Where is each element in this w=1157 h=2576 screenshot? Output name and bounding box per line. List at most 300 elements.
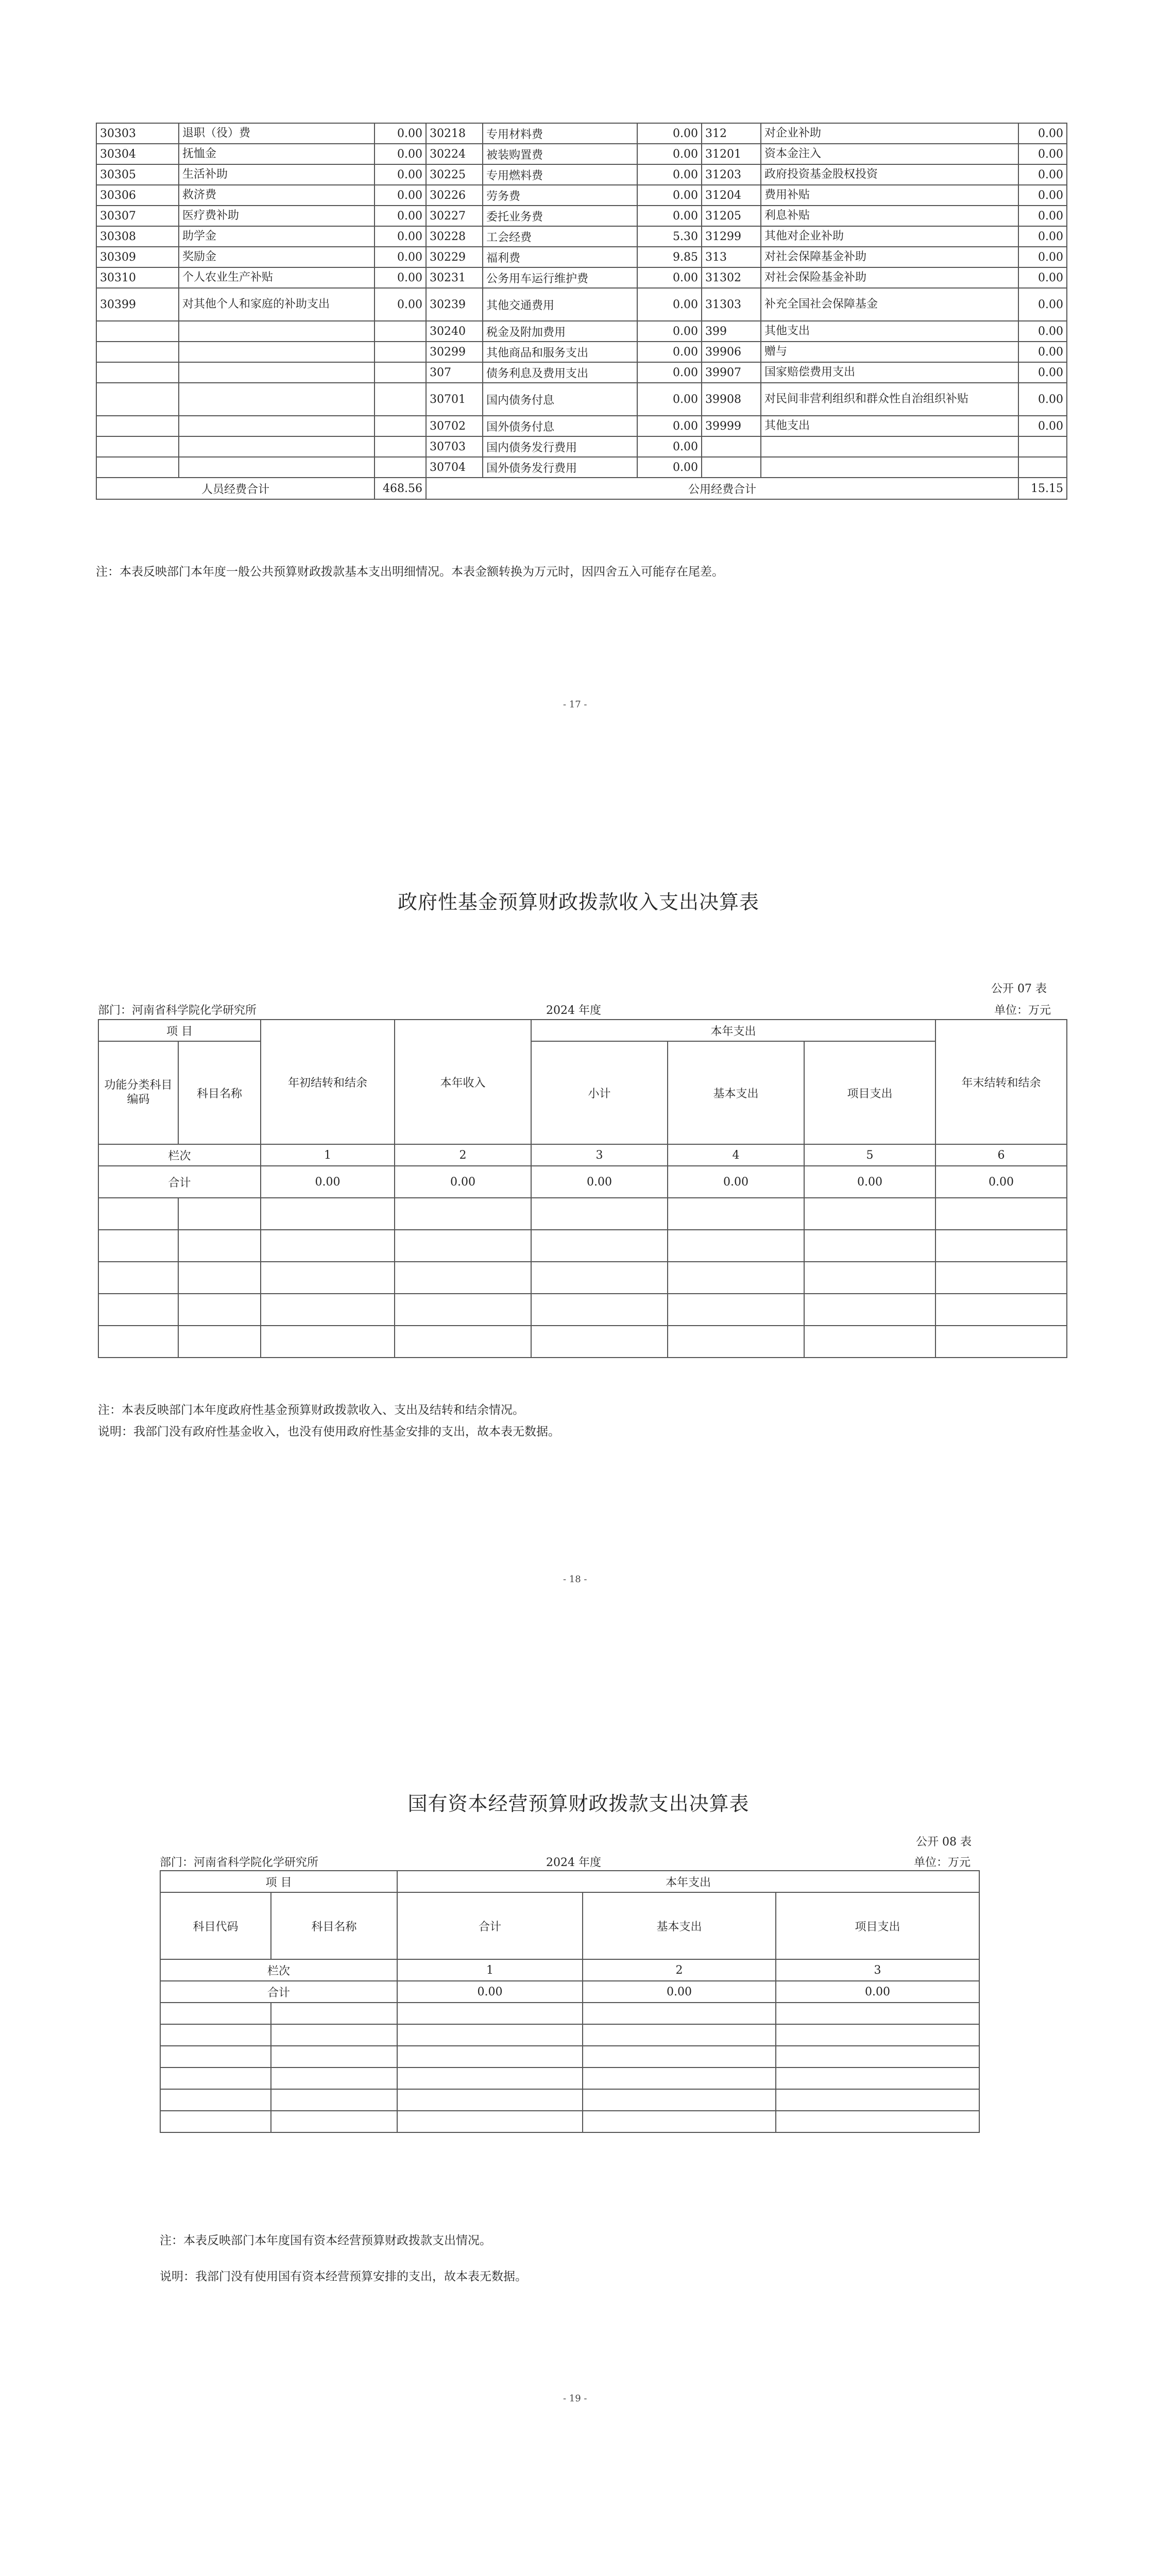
empty-cell bbox=[804, 1198, 935, 1230]
table-cell: 0.00 bbox=[637, 144, 702, 164]
table-cell bbox=[375, 457, 426, 478]
table-row bbox=[96, 362, 1067, 383]
table-cell: 0.00 bbox=[637, 123, 702, 144]
table-cell: 奖励金 bbox=[179, 247, 375, 267]
table-row bbox=[96, 206, 1067, 226]
table-cell: 30701 bbox=[426, 383, 483, 416]
fund-header-project: 项 目 bbox=[98, 1020, 261, 1041]
empty-cell bbox=[935, 1294, 1067, 1326]
empty-cell bbox=[178, 1198, 261, 1230]
empty-cell bbox=[98, 1326, 178, 1358]
table-cell: 赠与 bbox=[761, 342, 1018, 362]
table-cell: 30231 bbox=[426, 267, 483, 288]
table-cell: 30239 bbox=[426, 288, 483, 321]
empty-cell bbox=[776, 2089, 979, 2111]
table-cell bbox=[375, 416, 426, 436]
table-cell: 0.00 bbox=[1018, 144, 1067, 164]
table-row bbox=[96, 383, 1067, 416]
fund-col-label: 栏次 bbox=[98, 1144, 261, 1166]
table-cell bbox=[96, 436, 179, 457]
table-cell: 0.00 bbox=[1018, 206, 1067, 226]
empty-cell bbox=[271, 2089, 397, 2111]
state-capital-title: 国有资本经营预算财政拨款支出决算表 bbox=[407, 1792, 750, 1815]
table-cell: 国内债务发行费用 bbox=[483, 436, 637, 457]
table-cell bbox=[1018, 436, 1067, 457]
empty-cell bbox=[583, 2089, 776, 2111]
table-cell: 30226 bbox=[426, 185, 483, 206]
empty-cell bbox=[271, 2111, 397, 2132]
table-cell: 399 bbox=[702, 321, 761, 342]
empty-cell bbox=[397, 2067, 583, 2089]
table-cell: 福利费 bbox=[483, 247, 637, 267]
sc-col-num: 1 bbox=[397, 1959, 583, 1981]
table-cell bbox=[179, 436, 375, 457]
fund-col-num: 1 bbox=[261, 1144, 395, 1166]
table-cell bbox=[96, 342, 179, 362]
table-cell bbox=[179, 321, 375, 342]
table-row bbox=[96, 288, 1067, 321]
table-row bbox=[96, 123, 1067, 144]
sc-total-value: 0.00 bbox=[776, 1981, 979, 2003]
fund-table bbox=[98, 1019, 1067, 1358]
empty-cell bbox=[261, 1326, 395, 1358]
table-cell: 对社会保障基金补助 bbox=[761, 247, 1018, 267]
empty-cell bbox=[397, 2089, 583, 2111]
table-cell: 0.00 bbox=[1018, 123, 1067, 144]
sc-header-basic: 基本支出 bbox=[583, 1892, 776, 1959]
fund-header-name: 科目名称 bbox=[178, 1041, 261, 1144]
table-cell: 312 bbox=[702, 123, 761, 144]
table-cell: 31203 bbox=[702, 164, 761, 185]
empty-row bbox=[160, 2024, 979, 2046]
fund-table-title: 政府性基金预算财政拨款收入支出决算表 bbox=[397, 891, 759, 913]
page-number-18: - 18 - bbox=[563, 1574, 587, 1585]
table-cell bbox=[375, 362, 426, 383]
table-cell: 30299 bbox=[426, 342, 483, 362]
sc-header-expense: 本年支出 bbox=[397, 1871, 979, 1892]
fund-total-value: 0.00 bbox=[531, 1166, 668, 1198]
table-cell: 5.30 bbox=[637, 226, 702, 247]
empty-cell bbox=[261, 1230, 395, 1262]
fund-header-end: 年末结转和结余 bbox=[935, 1020, 1067, 1144]
fund-year: 2024 年度 bbox=[546, 1004, 601, 1017]
table-cell: 0.00 bbox=[1018, 267, 1067, 288]
table-cell bbox=[179, 362, 375, 383]
fund-explanation: 说明：我部门没有政府性基金收入，也没有使用政府性基金安排的支出，故本表无数据。 bbox=[98, 1425, 560, 1438]
empty-cell bbox=[160, 2046, 271, 2067]
table-cell: 0.00 bbox=[375, 164, 426, 185]
table-cell: 0.00 bbox=[375, 206, 426, 226]
state-capital-code: 公开 08 表 bbox=[916, 1836, 972, 1849]
fund-total-label: 合计 bbox=[98, 1166, 261, 1198]
empty-cell bbox=[160, 2111, 271, 2132]
table-cell: 对其他个人和家庭的补助支出 bbox=[179, 288, 375, 321]
table-cell: 0.00 bbox=[1018, 185, 1067, 206]
table-cell: 费用补贴 bbox=[761, 185, 1018, 206]
empty-cell bbox=[583, 2067, 776, 2089]
empty-cell bbox=[583, 2024, 776, 2046]
table-cell: 助学金 bbox=[179, 226, 375, 247]
empty-cell bbox=[271, 2046, 397, 2067]
table-cell bbox=[179, 383, 375, 416]
table-cell: 0.00 bbox=[1018, 247, 1067, 267]
empty-cell bbox=[804, 1230, 935, 1262]
table-cell: 0.00 bbox=[637, 206, 702, 226]
table-cell: 0.00 bbox=[1018, 226, 1067, 247]
sc-col-label: 栏次 bbox=[160, 1959, 397, 1981]
table-cell: 9.85 bbox=[637, 247, 702, 267]
empty-cell bbox=[935, 1262, 1067, 1294]
table-cell bbox=[179, 342, 375, 362]
empty-cell bbox=[397, 2111, 583, 2132]
empty-row bbox=[98, 1198, 1067, 1230]
table-cell: 307 bbox=[426, 362, 483, 383]
table-cell: 30702 bbox=[426, 416, 483, 436]
fund-header-basic: 基本支出 bbox=[668, 1041, 804, 1144]
empty-cell bbox=[776, 2046, 979, 2067]
table-cell: 公务用车运行维护费 bbox=[483, 267, 637, 288]
fund-total-value: 0.00 bbox=[668, 1166, 804, 1198]
table-cell: 31205 bbox=[702, 206, 761, 226]
table-cell: 0.00 bbox=[637, 362, 702, 383]
fund-table-code: 公开 07 表 bbox=[991, 982, 1047, 995]
table-cell: 国内债务付息 bbox=[483, 383, 637, 416]
empty-cell bbox=[178, 1262, 261, 1294]
sc-total-label: 合计 bbox=[160, 1981, 397, 2003]
table-cell: 0.00 bbox=[637, 185, 702, 206]
table-row bbox=[96, 416, 1067, 436]
table-cell: 其他交通费用 bbox=[483, 288, 637, 321]
table-cell: 31204 bbox=[702, 185, 761, 206]
empty-cell bbox=[160, 2003, 271, 2024]
fund-col-num: 3 bbox=[531, 1144, 668, 1166]
table-cell bbox=[179, 416, 375, 436]
table-cell: 其他商品和服务支出 bbox=[483, 342, 637, 362]
table-row bbox=[96, 436, 1067, 457]
table-cell bbox=[1018, 457, 1067, 478]
table-cell: 30703 bbox=[426, 436, 483, 457]
table-cell: 0.00 bbox=[637, 457, 702, 478]
table-cell: 对社会保险基金补助 bbox=[761, 267, 1018, 288]
empty-row bbox=[160, 2046, 979, 2067]
empty-cell bbox=[261, 1198, 395, 1230]
empty-cell bbox=[531, 1262, 668, 1294]
fund-col-num: 6 bbox=[935, 1144, 1067, 1166]
empty-cell bbox=[668, 1230, 804, 1262]
empty-cell bbox=[261, 1262, 395, 1294]
state-capital-year: 2024 年度 bbox=[546, 1856, 601, 1869]
table-cell: 专用燃料费 bbox=[483, 164, 637, 185]
table-cell: 30228 bbox=[426, 226, 483, 247]
table-cell: 30306 bbox=[96, 185, 179, 206]
table-cell: 0.00 bbox=[1018, 164, 1067, 185]
empty-cell bbox=[668, 1262, 804, 1294]
table-cell: 30224 bbox=[426, 144, 483, 164]
empty-row bbox=[160, 2089, 979, 2111]
table-cell: 30218 bbox=[426, 123, 483, 144]
fund-header-proj: 项目支出 bbox=[804, 1041, 935, 1144]
fund-total-value: 0.00 bbox=[261, 1166, 395, 1198]
table-cell: 利息补贴 bbox=[761, 206, 1018, 226]
table-cell: 税金及附加费用 bbox=[483, 321, 637, 342]
empty-cell bbox=[395, 1294, 531, 1326]
empty-cell bbox=[776, 2067, 979, 2089]
table-cell: 被装购置费 bbox=[483, 144, 637, 164]
table-cell: 30310 bbox=[96, 267, 179, 288]
table-cell: 30240 bbox=[426, 321, 483, 342]
table-cell: 0.00 bbox=[375, 288, 426, 321]
table-cell: 0.00 bbox=[1018, 362, 1067, 383]
empty-cell bbox=[804, 1262, 935, 1294]
empty-row bbox=[160, 2003, 979, 2024]
empty-cell bbox=[98, 1262, 178, 1294]
empty-cell bbox=[98, 1294, 178, 1326]
empty-cell bbox=[531, 1230, 668, 1262]
fund-total-value: 0.00 bbox=[395, 1166, 531, 1198]
empty-cell bbox=[160, 2024, 271, 2046]
fund-unit: 单位：万元 bbox=[994, 1004, 1051, 1017]
empty-cell bbox=[531, 1198, 668, 1230]
empty-row bbox=[98, 1230, 1067, 1262]
table-cell: 补充全国社会保障基金 bbox=[761, 288, 1018, 321]
state-capital-table bbox=[160, 1870, 980, 2133]
table-cell: 国家赔偿费用支出 bbox=[761, 362, 1018, 383]
table-cell: 资本金注入 bbox=[761, 144, 1018, 164]
table-cell bbox=[375, 436, 426, 457]
table-cell: 0.00 bbox=[1018, 342, 1067, 362]
state-capital-explanation: 说明：我部门没有使用国有资本经营预算安排的支出，故本表无数据。 bbox=[160, 2270, 527, 2283]
fund-header-func: 功能分类科目编码 bbox=[98, 1041, 178, 1144]
empty-cell bbox=[531, 1294, 668, 1326]
table-cell bbox=[96, 362, 179, 383]
table-cell: 0.00 bbox=[1018, 288, 1067, 321]
empty-cell bbox=[178, 1230, 261, 1262]
table-cell: 生活补助 bbox=[179, 164, 375, 185]
empty-cell bbox=[776, 2024, 979, 2046]
table-cell: 国外债务付息 bbox=[483, 416, 637, 436]
table-cell: 30303 bbox=[96, 123, 179, 144]
table-cell: 专用材料费 bbox=[483, 123, 637, 144]
table-cell: 30304 bbox=[96, 144, 179, 164]
empty-cell bbox=[935, 1326, 1067, 1358]
table-cell: 劳务费 bbox=[483, 185, 637, 206]
table-cell bbox=[375, 342, 426, 362]
sc-header-code: 科目代码 bbox=[160, 1892, 271, 1959]
section1-note: 注：本表反映部门本年度一般公共预算财政拨款基本支出明细情况。本表金额转换为万元时，因四舍五入可能存在尾差。 bbox=[96, 565, 724, 579]
table-cell bbox=[96, 416, 179, 436]
table-cell: 313 bbox=[702, 247, 761, 267]
table-cell: 31303 bbox=[702, 288, 761, 321]
sc-header-proj: 项目支出 bbox=[776, 1892, 979, 1959]
table-cell bbox=[96, 383, 179, 416]
fund-header-begin: 年初结转和结余 bbox=[261, 1020, 395, 1144]
empty-cell bbox=[271, 2003, 397, 2024]
table-cell: 0.00 bbox=[375, 226, 426, 247]
empty-cell bbox=[935, 1198, 1067, 1230]
fund-header-expense: 本年支出 bbox=[531, 1020, 935, 1041]
empty-cell bbox=[271, 2067, 397, 2089]
empty-cell bbox=[804, 1294, 935, 1326]
table-cell bbox=[761, 436, 1018, 457]
table-row bbox=[96, 267, 1067, 288]
table-cell: 30307 bbox=[96, 206, 179, 226]
table-cell: 0.00 bbox=[375, 144, 426, 164]
page-number-17: - 17 - bbox=[563, 699, 587, 710]
empty-cell bbox=[776, 2003, 979, 2024]
empty-cell bbox=[804, 1326, 935, 1358]
fund-col-num: 4 bbox=[668, 1144, 804, 1166]
table-cell: 其他支出 bbox=[761, 321, 1018, 342]
table-cell: 0.00 bbox=[375, 123, 426, 144]
table-cell bbox=[702, 436, 761, 457]
table-cell: 0.00 bbox=[1018, 321, 1067, 342]
state-capital-note: 注：本表反映部门本年度国有资本经营预算财政拨款支出情况。 bbox=[160, 2234, 491, 2247]
empty-cell bbox=[776, 2111, 979, 2132]
table-cell bbox=[702, 457, 761, 478]
state-capital-dept: 部门：河南省科学院化学研究所 bbox=[160, 1856, 319, 1869]
table-cell: 30308 bbox=[96, 226, 179, 247]
empty-cell bbox=[160, 2067, 271, 2089]
table-cell: 30704 bbox=[426, 457, 483, 478]
table-cell bbox=[96, 321, 179, 342]
table-cell: 0.00 bbox=[375, 267, 426, 288]
table-cell: 0.00 bbox=[637, 342, 702, 362]
empty-row bbox=[160, 2067, 979, 2089]
personnel-total-value: 468.56 bbox=[375, 478, 426, 499]
fund-col-num: 2 bbox=[395, 1144, 531, 1166]
fund-dept: 部门：河南省科学院化学研究所 bbox=[98, 1004, 257, 1017]
empty-cell bbox=[395, 1230, 531, 1262]
empty-cell bbox=[261, 1294, 395, 1326]
table-row bbox=[96, 321, 1067, 342]
empty-cell bbox=[583, 2046, 776, 2067]
table-cell: 0.00 bbox=[375, 247, 426, 267]
empty-cell bbox=[668, 1198, 804, 1230]
table-cell bbox=[179, 457, 375, 478]
basic-expense-detail-table bbox=[96, 123, 1067, 500]
table-cell: 0.00 bbox=[1018, 383, 1067, 416]
empty-cell bbox=[531, 1326, 668, 1358]
table-cell bbox=[375, 321, 426, 342]
table-cell: 对民间非营利组织和群众性自治组织补贴 bbox=[761, 383, 1018, 416]
fund-header-subtotal: 小计 bbox=[531, 1041, 668, 1144]
table-cell: 30399 bbox=[96, 288, 179, 321]
empty-cell bbox=[668, 1326, 804, 1358]
table-cell bbox=[761, 457, 1018, 478]
empty-cell bbox=[583, 2003, 776, 2024]
sc-col-num: 3 bbox=[776, 1959, 979, 1981]
table-cell: 31302 bbox=[702, 267, 761, 288]
table-row bbox=[96, 164, 1067, 185]
empty-cell bbox=[397, 2046, 583, 2067]
table-cell: 个人农业生产补贴 bbox=[179, 267, 375, 288]
sc-header-name: 科目名称 bbox=[271, 1892, 397, 1959]
table-cell: 对企业补助 bbox=[761, 123, 1018, 144]
empty-cell bbox=[395, 1326, 531, 1358]
table-cell: 0.00 bbox=[637, 267, 702, 288]
table-row bbox=[96, 185, 1067, 206]
table-cell: 政府投资基金股权投资 bbox=[761, 164, 1018, 185]
sc-total-value: 0.00 bbox=[583, 1981, 776, 2003]
table-cell: 委托业务费 bbox=[483, 206, 637, 226]
fund-header-income: 本年收入 bbox=[395, 1020, 531, 1144]
table-cell: 救济费 bbox=[179, 185, 375, 206]
empty-cell bbox=[668, 1294, 804, 1326]
table-cell: 债务利息及费用支出 bbox=[483, 362, 637, 383]
fund-total-value: 0.00 bbox=[935, 1166, 1067, 1198]
sc-total-value: 0.00 bbox=[397, 1981, 583, 2003]
table-cell: 39906 bbox=[702, 342, 761, 362]
sc-col-num: 2 bbox=[583, 1959, 776, 1981]
sc-total-row bbox=[160, 1981, 979, 2003]
table-cell: 39999 bbox=[702, 416, 761, 436]
empty-row bbox=[98, 1262, 1067, 1294]
state-capital-unit: 单位：万元 bbox=[914, 1856, 971, 1869]
fund-note: 注：本表反映部门本年度政府性基金预算财政拨款收入、支出及结转和结余情况。 bbox=[98, 1403, 524, 1417]
table-cell bbox=[96, 457, 179, 478]
totals-row bbox=[96, 478, 1067, 499]
table-cell: 31201 bbox=[702, 144, 761, 164]
empty-row bbox=[98, 1326, 1067, 1358]
empty-cell bbox=[935, 1230, 1067, 1262]
personnel-total-label: 人员经费合计 bbox=[96, 478, 375, 499]
sc-header-project: 项 目 bbox=[160, 1871, 397, 1892]
table-cell: 39907 bbox=[702, 362, 761, 383]
table-cell: 工会经费 bbox=[483, 226, 637, 247]
empty-cell bbox=[178, 1294, 261, 1326]
table-cell: 0.00 bbox=[637, 436, 702, 457]
table-row bbox=[96, 342, 1067, 362]
table-cell: 抚恤金 bbox=[179, 144, 375, 164]
table-cell: 0.00 bbox=[637, 164, 702, 185]
table-cell: 退职（役）费 bbox=[179, 123, 375, 144]
empty-row bbox=[160, 2111, 979, 2132]
table-cell: 39908 bbox=[702, 383, 761, 416]
page-number-19: - 19 - bbox=[563, 2393, 587, 2404]
fund-col-num: 5 bbox=[804, 1144, 935, 1166]
empty-cell bbox=[397, 2024, 583, 2046]
table-row bbox=[96, 226, 1067, 247]
table-row bbox=[96, 247, 1067, 267]
table-cell: 30305 bbox=[96, 164, 179, 185]
table-cell: 30309 bbox=[96, 247, 179, 267]
empty-cell bbox=[395, 1198, 531, 1230]
table-cell: 30229 bbox=[426, 247, 483, 267]
table-cell bbox=[375, 383, 426, 416]
table-cell: 0.00 bbox=[375, 185, 426, 206]
table-cell: 31299 bbox=[702, 226, 761, 247]
empty-cell bbox=[583, 2111, 776, 2132]
table-cell: 0.00 bbox=[637, 321, 702, 342]
empty-row bbox=[98, 1294, 1067, 1326]
table-row bbox=[96, 457, 1067, 478]
table-cell: 0.00 bbox=[637, 383, 702, 416]
table-row bbox=[96, 144, 1067, 164]
empty-cell bbox=[160, 2089, 271, 2111]
table-cell: 其他支出 bbox=[761, 416, 1018, 436]
public-total-value: 15.15 bbox=[1018, 478, 1067, 499]
empty-cell bbox=[397, 2003, 583, 2024]
table-cell: 30225 bbox=[426, 164, 483, 185]
table-cell: 30227 bbox=[426, 206, 483, 226]
empty-cell bbox=[271, 2024, 397, 2046]
empty-cell bbox=[98, 1198, 178, 1230]
table-cell: 0.00 bbox=[1018, 416, 1067, 436]
empty-cell bbox=[178, 1326, 261, 1358]
table-cell: 其他对企业补助 bbox=[761, 226, 1018, 247]
public-total-label: 公用经费合计 bbox=[426, 478, 1018, 499]
table-cell: 0.00 bbox=[637, 288, 702, 321]
